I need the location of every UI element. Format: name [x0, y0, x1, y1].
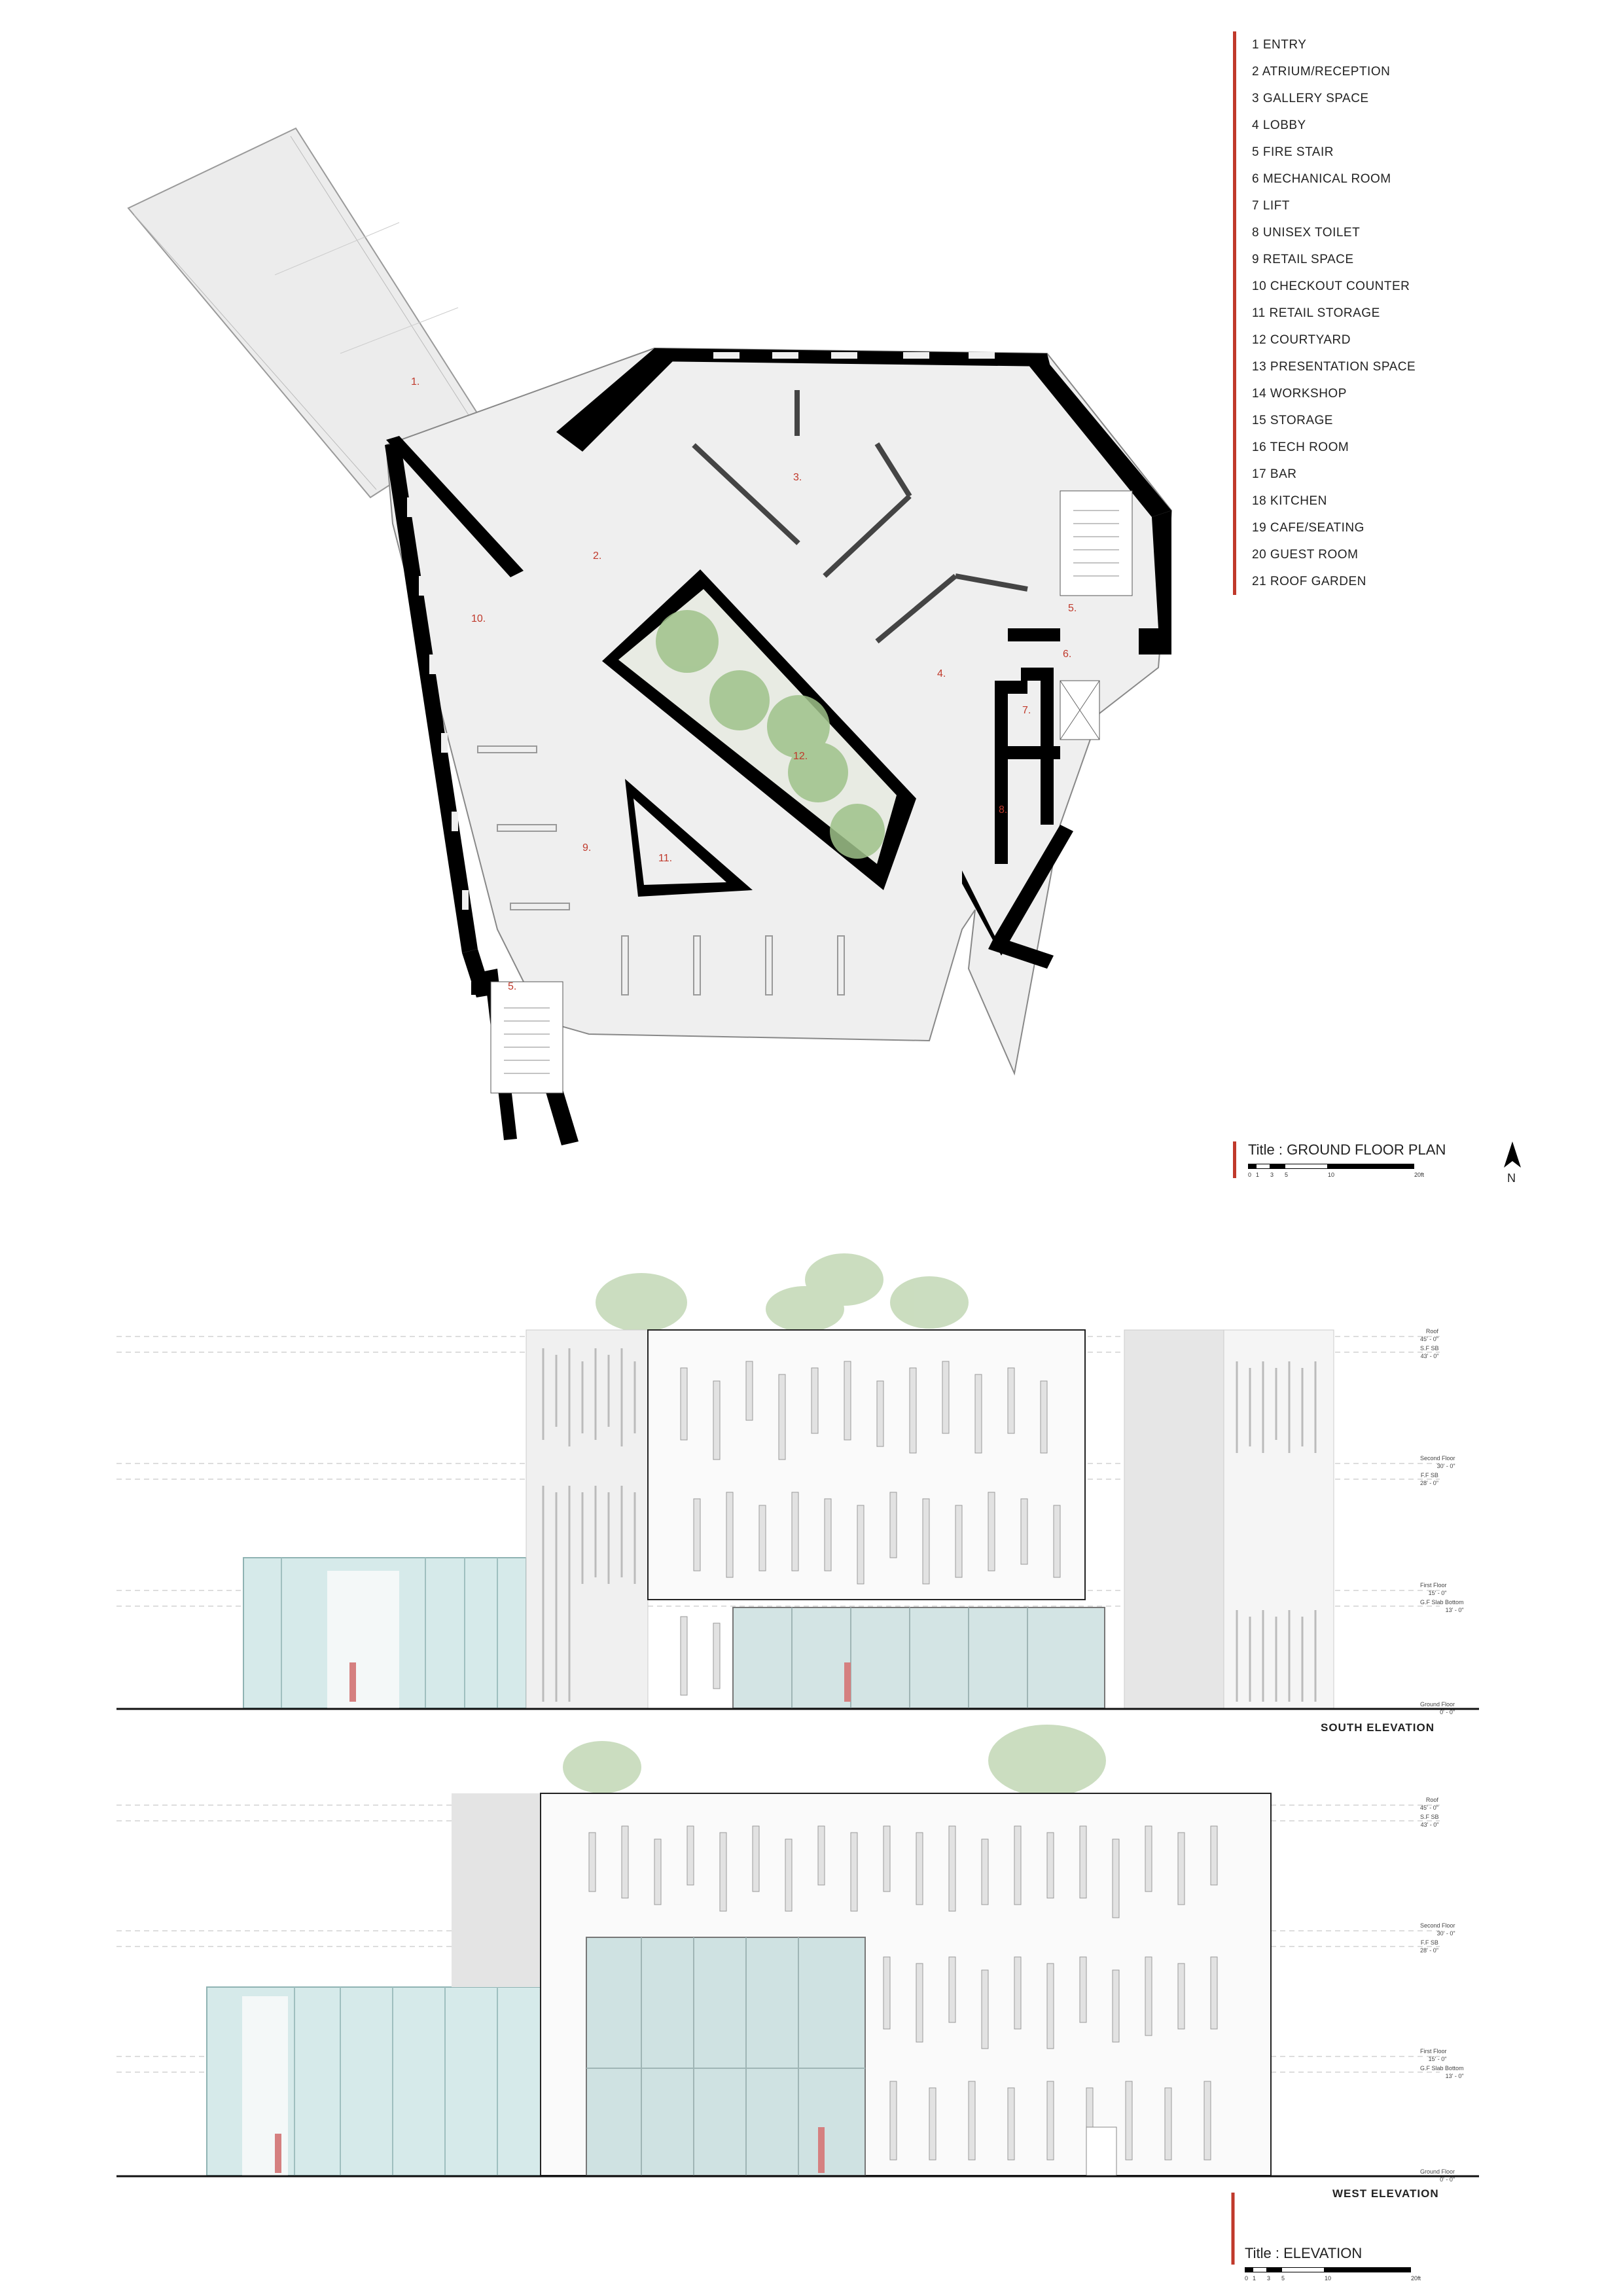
plan-title: Title : GROUND FLOOR PLAN	[1248, 1141, 1446, 1158]
room-number: 12.	[793, 751, 808, 762]
room-legend	[1233, 31, 1416, 595]
level-tag: Second Floor 30' - 0"	[1420, 1455, 1455, 1469]
legend-item: 1 ENTRY	[1252, 38, 1307, 52]
legend-item: 15 STORAGE	[1252, 414, 1333, 427]
legend-item: 5 FIRE STAIR	[1252, 145, 1334, 159]
level-tag: First Floor 15' - 0"	[1420, 2048, 1447, 2062]
roof-trees	[596, 1253, 969, 1332]
legend-item: 11 RETAIL STORAGE	[1252, 306, 1380, 320]
level-tag: Ground Floor 0' - 0"	[1420, 1701, 1455, 1715]
room-number: 1.	[411, 376, 420, 387]
scale-label: 3	[1267, 2275, 1271, 2282]
room-number: 5.	[508, 981, 517, 992]
level-tag: F.F SB 28' - 0"	[1420, 1472, 1438, 1486]
legend-item: 20 GUEST ROOM	[1252, 548, 1359, 562]
pavilion-door	[242, 1996, 288, 2176]
level-tag: S.F SB 43' - 0"	[1420, 1345, 1439, 1359]
ground-floor-glazing	[733, 1607, 1105, 1708]
pavilion-door	[327, 1571, 399, 1708]
legend-item: 16 TECH ROOM	[1252, 440, 1349, 454]
fire-stair-north	[1060, 491, 1132, 596]
legend-item: 21 ROOF GARDEN	[1252, 575, 1366, 588]
south-elevation-caption: SOUTH ELEVATION	[1321, 1721, 1435, 1734]
scale-label: 20ft	[1411, 2275, 1421, 2282]
level-tag: Second Floor 30' - 0"	[1420, 1922, 1455, 1937]
main-block	[541, 1793, 1271, 2176]
room-number: 2.	[593, 550, 602, 562]
room-number: 10.	[471, 613, 486, 624]
west-elevation-caption: WEST ELEVATION	[1332, 2187, 1439, 2200]
facade-fins	[681, 1361, 1060, 1695]
room-number: 8.	[999, 804, 1008, 816]
scale-label: 5	[1281, 2275, 1285, 2282]
scale-label: 0	[1248, 1172, 1252, 1178]
legend-item: 10 CHECKOUT COUNTER	[1252, 279, 1410, 293]
room-number: 5.	[1068, 603, 1077, 614]
right-tower	[1224, 1330, 1334, 1708]
elevation-title-block	[1233, 2245, 1421, 2282]
scale-label: 3	[1270, 1172, 1274, 1178]
glass-pavilion	[243, 1558, 526, 1708]
room-number: 7.	[1022, 705, 1031, 716]
scale-labels	[1245, 2275, 1421, 2282]
legend-item: 6 MECHANICAL ROOM	[1252, 172, 1391, 186]
main-block	[648, 1330, 1085, 1600]
scale-label: 5	[1285, 1172, 1289, 1178]
scale-label: 10	[1328, 1172, 1335, 1178]
level-tag: S.F SB 43' - 0"	[1420, 1814, 1439, 1828]
legend-item: 14 WORKSHOP	[1252, 387, 1347, 401]
room-number: 4.	[937, 668, 946, 679]
people-silhouettes	[275, 2127, 825, 2173]
north-arrow-icon	[1503, 1141, 1522, 1174]
level-tag: G.F Slab Bottom 13' - 0"	[1420, 1599, 1464, 1613]
tower-louvers	[543, 1348, 635, 1702]
scale-bar	[1248, 1164, 1446, 1169]
right-stair-core	[1124, 1330, 1224, 1708]
level-tag: Roof 45' - 0"	[1420, 1328, 1438, 1342]
legend-item: 19 CAFE/SEATING	[1252, 521, 1364, 535]
elevation-title: Title : ELEVATION	[1245, 2245, 1363, 2261]
room-number: 9.	[582, 842, 592, 853]
people-silhouettes	[349, 1662, 851, 1702]
facade-fins	[589, 1826, 1217, 2160]
fire-stair	[491, 982, 563, 1093]
level-lines	[116, 1336, 1440, 1606]
room-number: 3.	[793, 472, 802, 483]
legend-item: 4 LOBBY	[1252, 118, 1306, 132]
level-tag: F.F SB 28' - 0"	[1420, 1939, 1438, 1954]
glass-pavilion	[207, 1987, 541, 2176]
tower-louvers	[1237, 1361, 1315, 1702]
legend-item: 7 LIFT	[1252, 199, 1290, 213]
level-tag: Ground Floor 0' - 0"	[1420, 2168, 1455, 2183]
legend-item: 3 GALLERY SPACE	[1252, 92, 1369, 105]
scale-label: 0	[1245, 2275, 1249, 2282]
legend-item: 2 ATRIUM/RECEPTION	[1252, 65, 1391, 79]
legend-item: 12 COURTYARD	[1252, 333, 1351, 347]
level-tag: First Floor 15' - 0"	[1420, 1582, 1447, 1596]
scale-labels	[1248, 1172, 1446, 1178]
scale-label: 20ft	[1414, 1172, 1425, 1178]
level-tag: Roof 45' - 0"	[1420, 1797, 1438, 1811]
legend-item: 13 PRESENTATION SPACE	[1252, 360, 1416, 374]
pavilion-mullions	[294, 1987, 497, 2176]
north-label: N	[1507, 1172, 1516, 1185]
scale-bar	[1245, 2267, 1421, 2272]
glazing-mullions	[586, 1937, 865, 2176]
pavilion-mullions	[281, 1558, 497, 1708]
legend-item: 8 UNISEX TOILET	[1252, 226, 1361, 240]
level-tag: G.F Slab Bottom 13' - 0"	[1420, 2065, 1464, 2079]
level-lines	[116, 1805, 1440, 2072]
left-tower	[526, 1330, 648, 1708]
side-block	[452, 1793, 541, 1987]
legend-item: 9 RETAIL SPACE	[1252, 253, 1354, 266]
room-number: 11.	[658, 853, 673, 864]
scale-label: 10	[1325, 2275, 1332, 2282]
legend-item: 17 BAR	[1252, 467, 1297, 481]
plan-title-block	[1233, 1141, 1446, 1178]
scale-label: 1	[1256, 1172, 1260, 1178]
room-number: 6.	[1063, 649, 1072, 660]
legend-item: 18 KITCHEN	[1252, 494, 1327, 508]
glazing-mullions	[792, 1607, 1027, 1708]
atrium-glazing	[586, 1937, 865, 2176]
entrance-door	[1086, 2127, 1116, 2176]
scale-label: 1	[1253, 2275, 1257, 2282]
roof-trees	[563, 1725, 1106, 1797]
